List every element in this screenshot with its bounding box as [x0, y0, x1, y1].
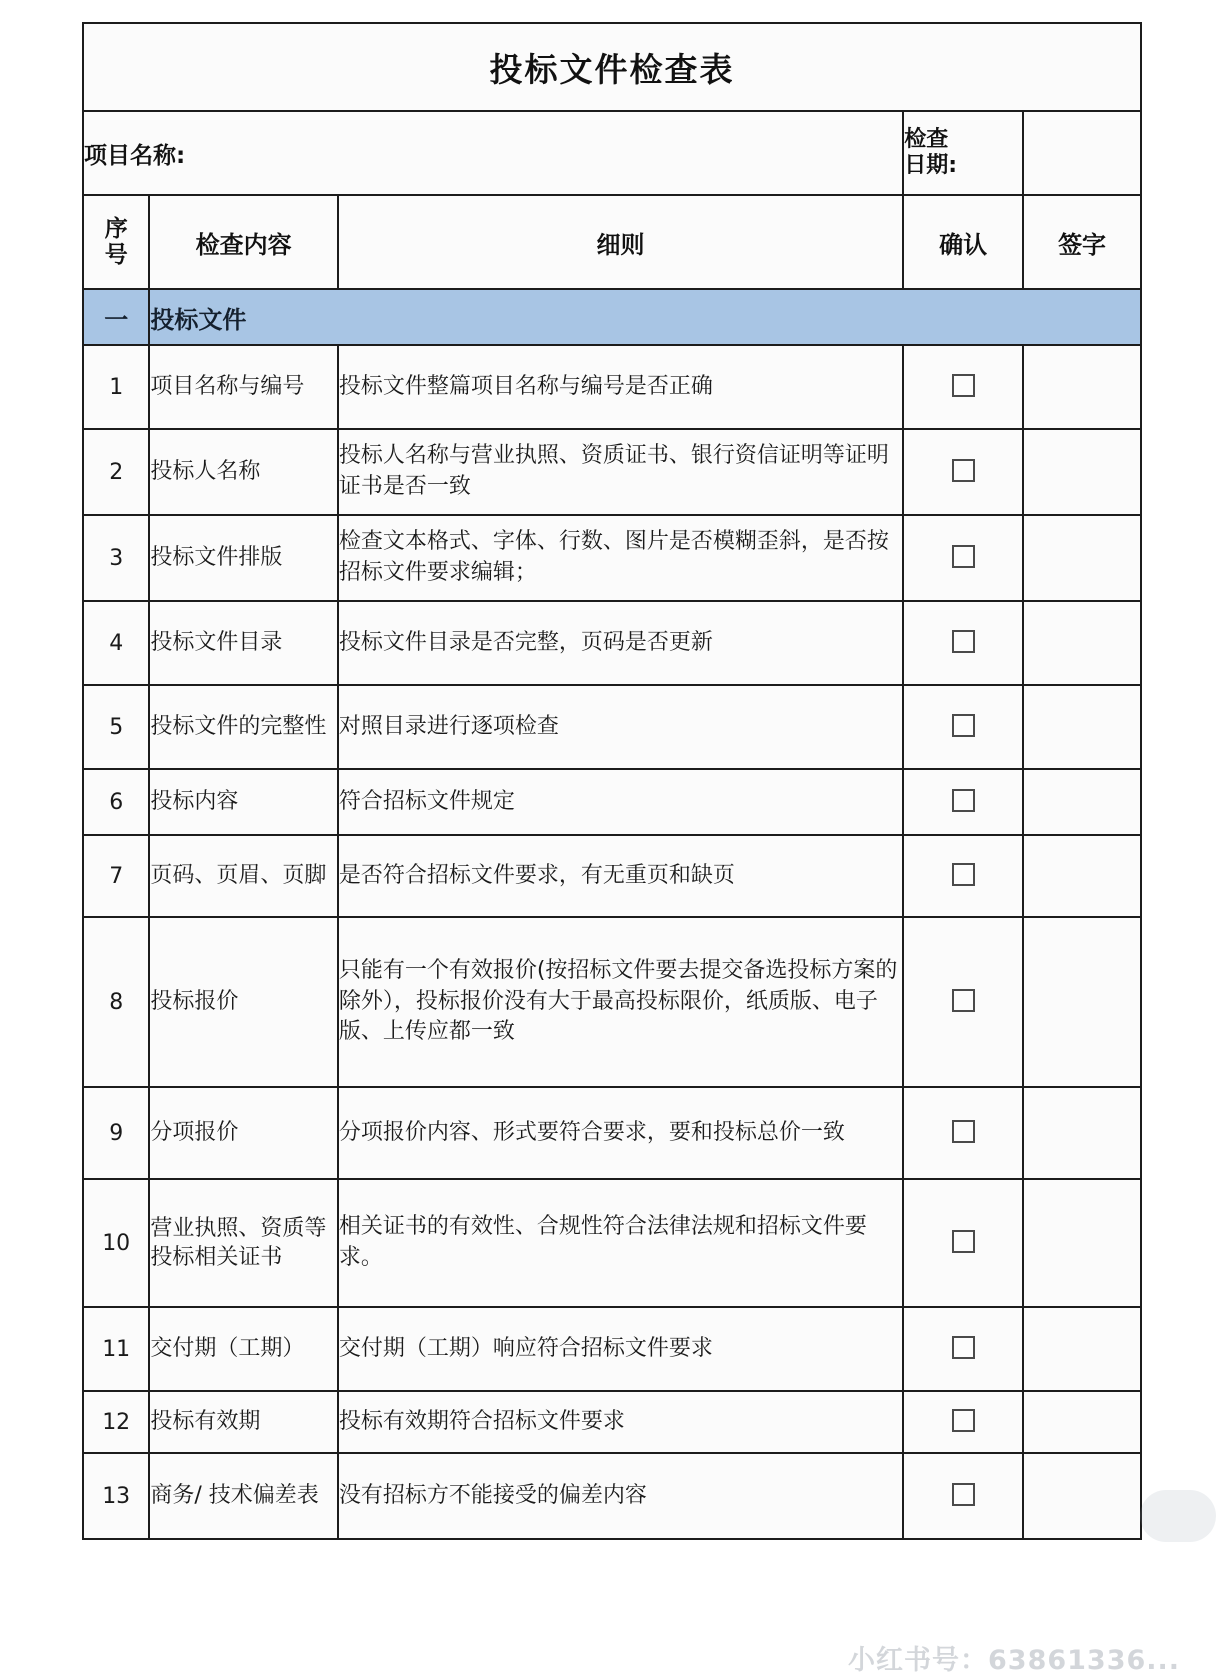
checkbox-icon[interactable]	[952, 789, 975, 812]
section-row-bid-document	[83, 289, 1141, 345]
row-signature-field[interactable]	[1023, 835, 1141, 917]
table-row	[83, 601, 1141, 685]
row-rule: 相关证书的有效性、合规性符合法律法规和招标文件要求。	[338, 1179, 903, 1307]
row-seq: 8	[83, 917, 149, 1087]
row-rule: 交付期（工期）响应符合招标文件要求	[338, 1307, 903, 1391]
table-row	[83, 429, 1141, 515]
checkbox-icon[interactable]	[952, 1336, 975, 1359]
row-signature-field[interactable]	[1023, 601, 1141, 685]
row-rule: 只能有一个有效报价(按招标文件要去提交备选投标方案的除外），投标报价没有大于最高投标限价，纸质版、电子版、上传应都一致	[338, 917, 903, 1087]
row-confirm-checkbox-cell[interactable]	[903, 1179, 1023, 1307]
section-label: 投标文件	[149, 289, 1141, 345]
column-header-seq-line2: 号	[104, 242, 128, 268]
inspect-date-label-line1: 检查	[904, 127, 949, 153]
row-item: 项目名称与编号	[149, 345, 337, 429]
watermark-badge	[1140, 1490, 1216, 1542]
table-row	[83, 917, 1141, 1087]
column-header-confirm: 确认	[903, 195, 1023, 289]
row-seq: 4	[83, 601, 149, 685]
row-confirm-checkbox-cell[interactable]	[903, 917, 1023, 1087]
table-row	[83, 685, 1141, 769]
row-item: 交付期（工期）	[149, 1307, 337, 1391]
row-confirm-checkbox-cell[interactable]	[903, 685, 1023, 769]
watermark-text: 小红书号：63861336...	[848, 1645, 1181, 1676]
row-seq: 5	[83, 685, 149, 769]
row-item: 投标内容	[149, 769, 337, 835]
row-confirm-checkbox-cell[interactable]	[903, 1391, 1023, 1453]
row-confirm-checkbox-cell[interactable]	[903, 515, 1023, 601]
row-confirm-checkbox-cell[interactable]	[903, 601, 1023, 685]
row-item: 投标文件的完整性	[149, 685, 337, 769]
bid-document-checklist-table	[82, 22, 1142, 1540]
row-signature-field[interactable]	[1023, 1307, 1141, 1391]
row-confirm-checkbox-cell[interactable]	[903, 345, 1023, 429]
table-row	[83, 345, 1141, 429]
row-signature-field[interactable]	[1023, 345, 1141, 429]
title-row	[83, 23, 1141, 111]
row-rule: 投标文件整篇项目名称与编号是否正确	[338, 345, 903, 429]
table-row	[83, 1453, 1141, 1539]
table-row	[83, 1307, 1141, 1391]
row-item: 分项报价	[149, 1087, 337, 1179]
table-row	[83, 1179, 1141, 1307]
row-rule: 检查文本格式、字体、行数、图片是否模糊歪斜，是否按招标文件要求编辑；	[338, 515, 903, 601]
row-rule: 投标文件目录是否完整，页码是否更新	[338, 601, 903, 685]
row-signature-field[interactable]	[1023, 917, 1141, 1087]
checkbox-icon[interactable]	[952, 989, 975, 1012]
project-info-row	[83, 111, 1141, 195]
column-header-row	[83, 195, 1141, 289]
checkbox-icon[interactable]	[952, 374, 975, 397]
row-rule: 投标有效期符合招标文件要求	[338, 1391, 903, 1453]
column-header-seq-line1: 序	[104, 215, 128, 242]
checkbox-icon[interactable]	[952, 545, 975, 568]
section-number: 一	[83, 289, 149, 345]
table-row	[83, 1087, 1141, 1179]
row-item: 投标文件目录	[149, 601, 337, 685]
checkbox-icon[interactable]	[952, 630, 975, 653]
row-seq: 1	[83, 345, 149, 429]
inspect-date-label-line2: 日期:	[904, 153, 958, 178]
checkbox-icon[interactable]	[952, 459, 975, 482]
row-seq: 12	[83, 1391, 149, 1453]
checkbox-icon[interactable]	[952, 863, 975, 886]
column-header-rule: 细则	[338, 195, 903, 289]
row-confirm-checkbox-cell[interactable]	[903, 1453, 1023, 1539]
inspect-date-value-field[interactable]	[1023, 111, 1141, 195]
row-signature-field[interactable]	[1023, 769, 1141, 835]
inspect-date-label	[903, 111, 1023, 195]
checkbox-icon[interactable]	[952, 1483, 975, 1506]
row-seq: 3	[83, 515, 149, 601]
row-item: 商务/ 技术偏差表	[149, 1453, 337, 1539]
checkbox-icon[interactable]	[952, 714, 975, 737]
title-cell	[83, 23, 1141, 111]
row-confirm-checkbox-cell[interactable]	[903, 835, 1023, 917]
table-row	[83, 769, 1141, 835]
row-seq: 10	[83, 1179, 149, 1307]
row-signature-field[interactable]	[1023, 1179, 1141, 1307]
column-header-sign: 签字	[1023, 195, 1141, 289]
row-seq: 13	[83, 1453, 149, 1539]
row-rule: 投标人名称与营业执照、资质证书、银行资信证明等证明证书是否一致	[338, 429, 903, 515]
row-item: 页码、页眉、页脚	[149, 835, 337, 917]
row-rule: 没有招标方不能接受的偏差内容	[338, 1453, 903, 1539]
row-rule: 分项报价内容、形式要符合要求，要和投标总价一致	[338, 1087, 903, 1179]
row-item: 投标有效期	[149, 1391, 337, 1453]
row-rule: 对照目录进行逐项检查	[338, 685, 903, 769]
project-name-label: 项目名称:	[83, 111, 903, 195]
row-seq: 11	[83, 1307, 149, 1391]
column-header-seq	[83, 195, 149, 289]
row-item: 投标人名称	[149, 429, 337, 515]
column-header-item: 检查内容	[149, 195, 337, 289]
row-signature-field[interactable]	[1023, 1391, 1141, 1453]
row-rule: 是否符合招标文件要求，有无重页和缺页	[338, 835, 903, 917]
checkbox-icon[interactable]	[952, 1120, 975, 1143]
row-signature-field[interactable]	[1023, 685, 1141, 769]
row-signature-field[interactable]	[1023, 1087, 1141, 1179]
row-seq: 7	[83, 835, 149, 917]
row-confirm-checkbox-cell[interactable]	[903, 1087, 1023, 1179]
table-row	[83, 835, 1141, 917]
checklist-sheet	[82, 22, 1142, 1540]
page-title: 投标文件检查表	[489, 49, 735, 89]
row-signature-field[interactable]	[1023, 515, 1141, 601]
row-confirm-checkbox-cell[interactable]	[903, 1307, 1023, 1391]
checkbox-icon[interactable]	[952, 1230, 975, 1253]
row-signature-field[interactable]	[1023, 429, 1141, 515]
row-confirm-checkbox-cell[interactable]	[903, 769, 1023, 835]
row-seq: 2	[83, 429, 149, 515]
row-item: 投标文件排版	[149, 515, 337, 601]
row-seq: 6	[83, 769, 149, 835]
table-row	[83, 1391, 1141, 1453]
row-confirm-checkbox-cell[interactable]	[903, 429, 1023, 515]
row-rule: 符合招标文件规定	[338, 769, 903, 835]
checkbox-icon[interactable]	[952, 1409, 975, 1432]
row-item: 营业执照、资质等投标相关证书	[149, 1179, 337, 1307]
row-signature-field[interactable]	[1023, 1453, 1141, 1539]
row-item: 投标报价	[149, 917, 337, 1087]
table-row	[83, 515, 1141, 601]
row-seq: 9	[83, 1087, 149, 1179]
